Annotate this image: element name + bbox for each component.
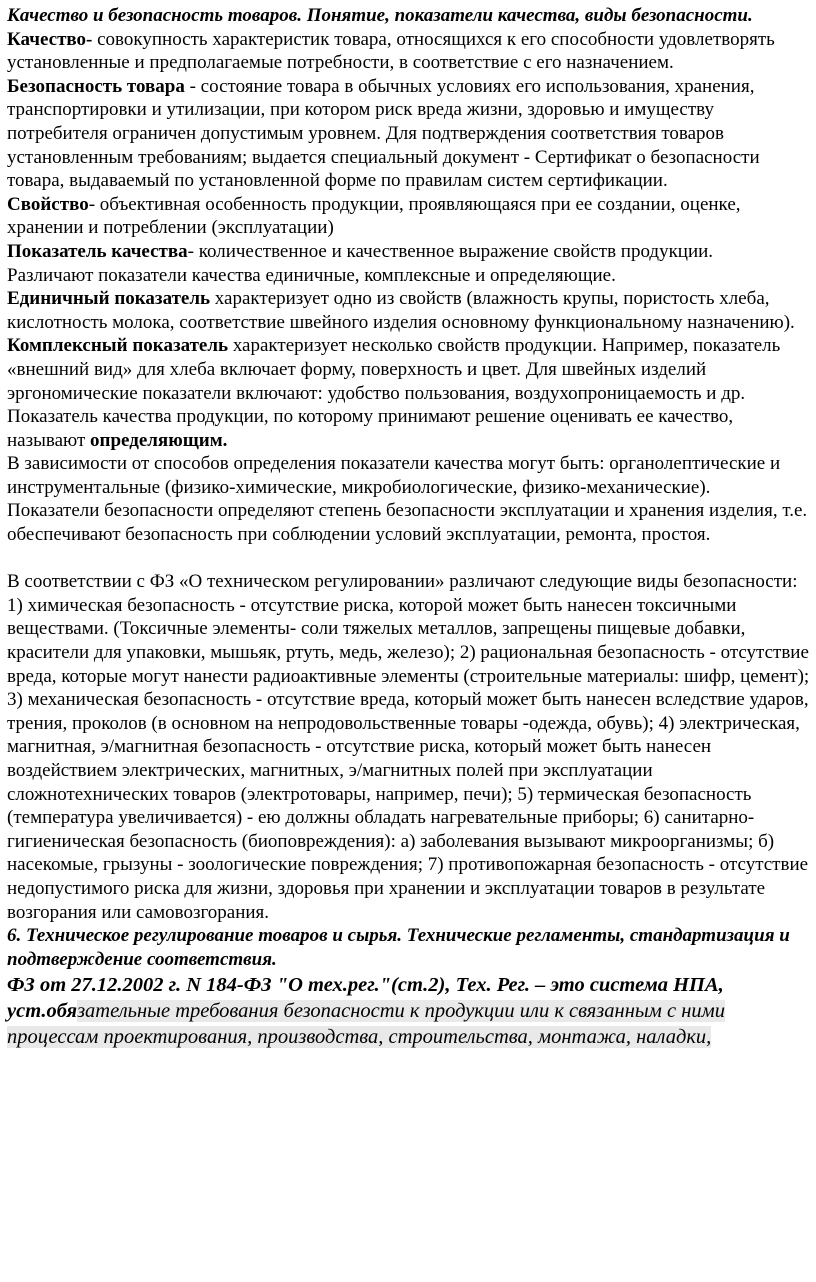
law-bold-part: ФЗ от 27.12.2002 г. N 184-ФЗ "О тех.рег."(ст.2), Тех. Рег. – это система НПА, уст.обя: [7, 974, 724, 1023]
single-indicator-definition: [7, 287, 811, 334]
indicator-kinds: Различают показатели качества единичные, комплексные и определяющие.: [7, 264, 616, 286]
indicator-term: Показатель качества: [7, 240, 188, 262]
section-6-title: 6. Техническое регулирование товаров и сырья. Технические регламенты, стандартизация и подтверждение соответствия.: [7, 925, 790, 970]
indicator-definition: [7, 240, 811, 264]
document-page: [7, 4, 811, 1050]
defining-indicator-text: Показатель качества продукции, по которому принимают решение оценивать ее качество, называют: [7, 406, 734, 451]
quality-term: Качество-: [7, 28, 93, 50]
property-definition: [7, 193, 811, 240]
single-indicator-term: Единичный показатель: [7, 288, 211, 310]
defining-indicator-definition: [7, 405, 811, 452]
safety-definition: [7, 75, 811, 193]
complex-indicator-term: Комплексный показатель: [7, 335, 229, 357]
indicator-text: - количественное и качественное выражение свойств продукции.: [187, 240, 714, 262]
law-definition: [7, 972, 811, 1024]
complex-indicator-text: характеризует несколько свойств продукции. Например, показатель «внешний вид» для хлеба включает форму, поверхность и цвет. Для швейных изделий эргономические показатели включают: удобство пользования, воздухопроницаемость и др.: [7, 335, 781, 404]
safety-indicators-paragraph: Показатели безопасности определяют степень безопасности эксплуатации и хранения изделия, т.е. обеспечивают безопасность при соблюдении условий эксплуатации, ремонта, простоя.: [7, 500, 808, 546]
safety-term: Безопасность товара: [7, 75, 185, 97]
law-text-line-content: процессам проектирования, производства, строительства, монтажа, наладки,: [7, 1026, 712, 1049]
quality-definition: [7, 28, 811, 75]
safety-text: - состояние товара в обычных условиях его использования, хранения, транспортировки и утилизации, при котором риск вреда жизни, здоровью и имуществу потребителя ограничен допустимым уровнем. Для подтверждения соответствия товаров установленным требованиям; выдается специальный документ - Сертификат о безопасности товара, выдаваемый по установленной форме по правилам систем сертификации.: [7, 75, 760, 192]
defining-indicator-term: определяющим.: [90, 429, 228, 451]
blank-line: [7, 547, 811, 571]
quality-text: совокупность характеристик товара, относящихся к его способности удовлетворять установленные и предполагаемые потребности, в соответствие с его назначением.: [7, 28, 775, 74]
property-text: - объективная особенность продукции, проявляющаяся при ее создании, оценке, хранении и потреблении (эксплуатации): [7, 193, 741, 239]
single-indicator-text: характеризует одно из свойств (влажность крупы, пористость хлеба, кислотность молока, соответствие швейного изделия основному функциональному назначению).: [7, 288, 795, 333]
document-title: Качество и безопасность товаров. Понятие, показатели качества, виды безопасности.: [7, 5, 753, 26]
determination-methods: В зависимости от способов определения показатели качества могут быть: органолептические и инструментальные (физико-химические, микробиологические, физико-механические).: [7, 453, 781, 498]
safety-types-paragraph: В соответствии с ФЗ «О техническом регулировании» различают следующие виды безопасности: 1) химическая безопасность - отсутствие риска, которой может быть нанесен токсичными веществами. (Токсичные элементы- соли тяжелых металлов, запрещены пищевые добавки, красители для упаковки, мышьяк, ртуть, медь, железо); 2) рациональная безопасность - отсутствие вреда, которые могут нанести радиоактивные элементы (строительные материалы: шифр, цемент); 3) механическая безопасность - отсутствие вреда, который может быть нанесен вследствие ударов, трения, проколов (в основном на непродовольственные товары -одежда, обувь); 4) электрическая, магнитная, э/магнитная безопасность - отсутствие риска, который может быть нанесен воздействием электрических, магнитных, э/магнитных полей при эксплуатации сложнотехнических товаров (электротовары, например, печи); 5) термическая безопасность (температура увеличивается) - ею должны обладать нагревательные приборы; 6) санитарно-гигиеническая безопасность (биоповреждения): а) заболевания вызывают микроорганизмы; б) насекомые, грызуны - зоологические повреждения; 7) противопожарная безопасность - отсутствие недопустимого риска для жизни, здоровья при хранении и эксплуатации товаров в результате возгорания или самовозгорания.: [7, 571, 810, 923]
law-text-line: [7, 1024, 811, 1050]
property-term: Свойство: [7, 193, 89, 215]
law-text-continuation: зательные требования безопасности к продукции или к связанным с ними: [77, 1000, 725, 1023]
complex-indicator-definition: [7, 334, 811, 405]
